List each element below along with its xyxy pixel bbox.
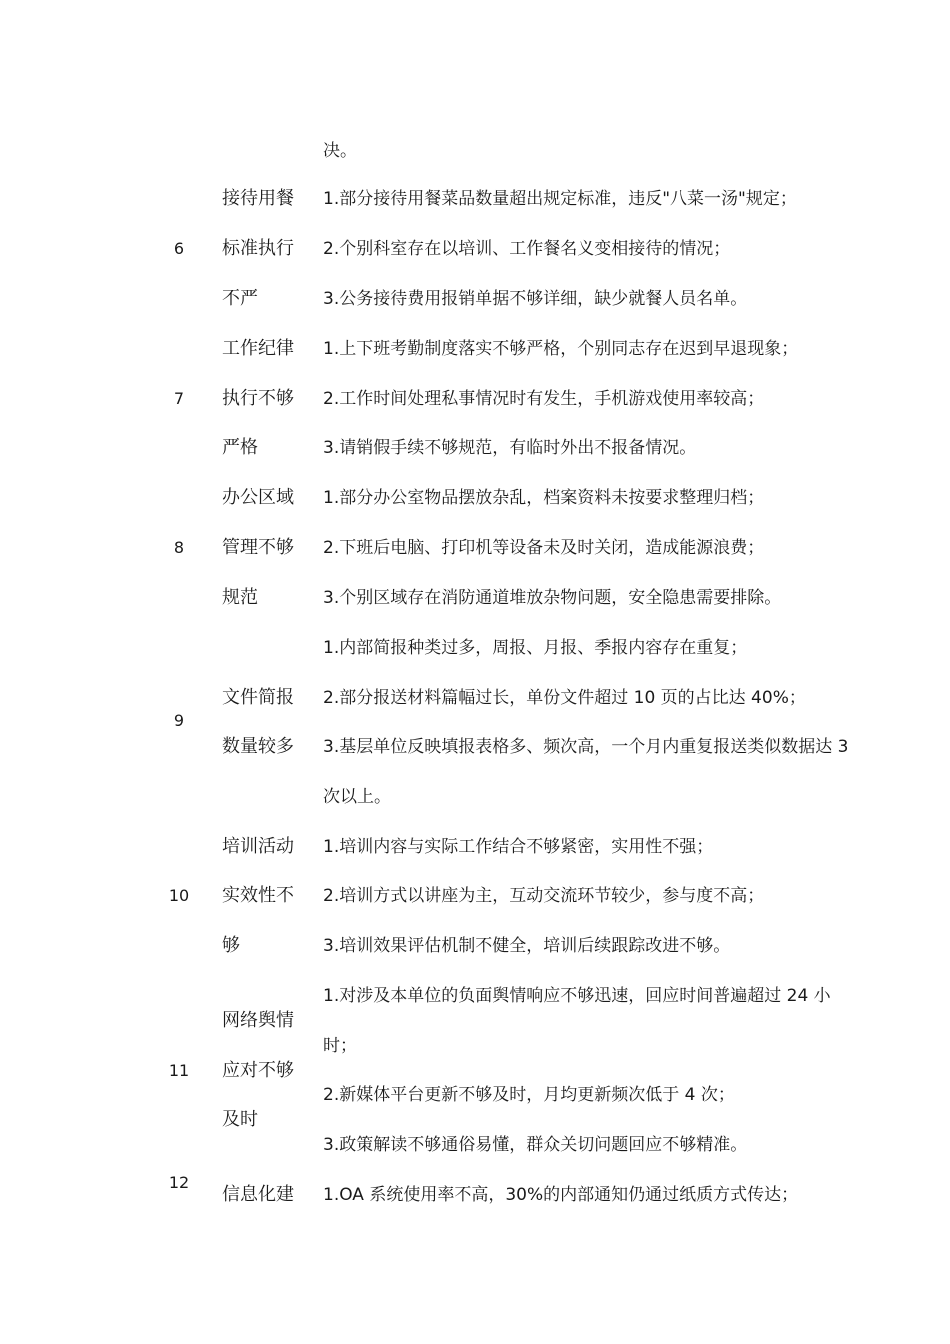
row-number: 6 <box>173 239 185 258</box>
problem-item: 2.个别科室存在以培训、工作餐名义变相接待的情况； <box>323 239 731 259</box>
category-line: 网络舆情 <box>222 1010 294 1031</box>
category-line: 文件简报 <box>222 687 294 708</box>
problem-item: 1.上下班考勤制度落实不够严格，个别同志存在迟到早退现象； <box>323 339 799 359</box>
category-line: 规范 <box>222 587 258 608</box>
category-line: 培训活动 <box>222 836 294 857</box>
category-line: 信息化建 <box>222 1184 294 1205</box>
problem-item: 1.OA 系统使用率不高，30%的内部通知仍通过纸质方式传达； <box>323 1185 799 1205</box>
category-line: 够 <box>222 935 240 956</box>
problem-item: 次以上。 <box>323 787 391 807</box>
category-line: 标准执行 <box>222 238 294 259</box>
row-number: 12 <box>168 1173 190 1192</box>
category-line: 实效性不 <box>222 885 294 906</box>
problem-item: 3.基层单位反映填报表格多、频次高，一个月内重复报送类似数据达 3 <box>323 737 849 757</box>
row-number: 11 <box>168 1061 190 1080</box>
problem-item: 1.内部简报种类过多，周报、月报、季报内容存在重复； <box>323 638 748 658</box>
row-number: 10 <box>168 886 190 905</box>
row-number: 8 <box>173 538 185 557</box>
problem-item: 2.工作时间处理私事情况时有发生，手机游戏使用率较高； <box>323 389 765 409</box>
problem-item: 2.部分报送材料篇幅过长，单份文件超过 10 页的占比达 40%； <box>323 688 806 708</box>
problem-item: 3.培训效果评估机制不健全，培训后续跟踪改进不够。 <box>323 936 731 956</box>
problem-item: 时； <box>323 1036 357 1056</box>
problem-item: 2.培训方式以讲座为主，互动交流环节较少，参与度不高； <box>323 886 765 906</box>
problem-item: 3.请销假手续不够规范，有临时外出不报备情况。 <box>323 438 697 458</box>
category-line: 不严 <box>222 288 258 309</box>
category-line: 接待用餐 <box>222 188 294 209</box>
row-number: 9 <box>173 711 185 730</box>
category-line: 办公区域 <box>222 487 294 508</box>
category-line: 应对不够 <box>222 1060 294 1081</box>
continuation-text: 决。 <box>323 141 357 161</box>
row-number: 7 <box>173 389 185 408</box>
category-line: 及时 <box>222 1109 258 1130</box>
category-line: 工作纪律 <box>222 338 294 359</box>
category-line: 数量较多 <box>222 736 294 757</box>
problem-item: 3.个别区域存在消防通道堆放杂物问题，安全隐患需要排除。 <box>323 588 782 608</box>
problem-item: 2.新媒体平台更新不够及时，月均更新频次低于 4 次； <box>323 1085 735 1105</box>
problem-item: 2.下班后电脑、打印机等设备未及时关闭，造成能源浪费； <box>323 538 765 558</box>
category-line: 严格 <box>222 437 258 458</box>
problem-item: 3.政策解读不够通俗易懂，群众关切问题回应不够精准。 <box>323 1135 748 1155</box>
category-line: 管理不够 <box>222 537 294 558</box>
problem-item: 1.部分接待用餐菜品数量超出规定标准，违反"八菜一汤"规定； <box>323 189 797 209</box>
category-line: 执行不够 <box>222 388 294 409</box>
problem-item: 3.公务接待费用报销单据不够详细，缺少就餐人员名单。 <box>323 289 748 309</box>
problem-item: 1.对涉及本单位的负面舆情响应不够迅速，回应时间普遍超过 24 小 <box>323 986 831 1006</box>
problem-item: 1.培训内容与实际工作结合不够紧密，实用性不强； <box>323 837 714 857</box>
problem-item: 1.部分办公室物品摆放杂乱，档案资料未按要求整理归档； <box>323 488 765 508</box>
